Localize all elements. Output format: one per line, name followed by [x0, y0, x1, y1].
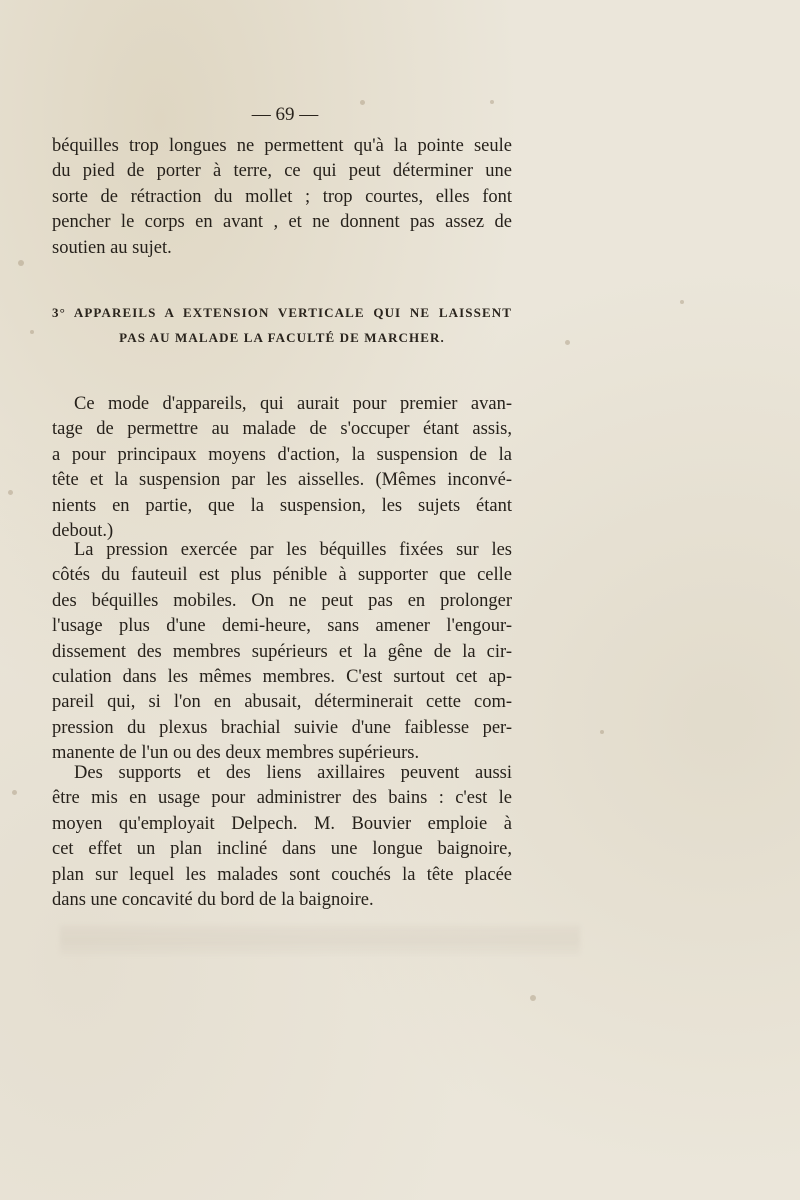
section-heading-line: PAS AU MALADE LA FACULTÉ DE MARCHER.: [119, 330, 445, 345]
text-line: du pied de porter à terre, ce qui peut déterminer une: [52, 161, 512, 182]
text-line: tête et la suspension par les aisselles. (Mêmes inconvé-: [52, 470, 512, 491]
text-line: pencher le corps en avant , et ne donnent pas assez de: [52, 212, 512, 233]
text-line: nients en partie, que la suspension, les sujets étant: [52, 495, 512, 516]
text-line: manente de l'un ou des deux membres supérieurs.: [52, 743, 420, 764]
page-number: — 69 —: [251, 104, 319, 125]
foxing-spot: [565, 340, 570, 345]
text-line: des béquilles mobiles. On ne peut pas en prolonger: [52, 590, 512, 611]
text-line: dans une concavité du bord de la baignoire.: [52, 890, 374, 911]
foxing-spot: [530, 995, 536, 1001]
text-line: tage de permettre au malade de s'occuper étant assis,: [52, 419, 512, 440]
text-line: pareil qui, si l'on en abusait, déterminerait cette com-: [52, 692, 512, 713]
text-line: Des supports et des liens axillaires peuvent aussi: [74, 763, 512, 783]
foxing-spot: [680, 300, 684, 304]
text-line: La pression exercée par les béquilles fixées sur les: [74, 540, 512, 560]
paragraph-supports: [52, 761, 512, 913]
text-line: l'usage plus d'une demi-heure, sans amener l'engour-: [52, 616, 512, 637]
paragraph-continuation: [52, 134, 512, 261]
text-line: soutien au sujet.: [52, 237, 172, 258]
foxing-spot: [30, 330, 34, 334]
text-line: dissement des membres supérieurs et la gêne de la cir-: [52, 641, 512, 662]
section-heading: [52, 305, 512, 346]
text-line: plan sur lequel les malades sont couchés la tête placée: [52, 864, 512, 885]
section-heading-line: 3° APPAREILS A EXTENSION VERTICALE QUI NE LAISSENT: [52, 305, 512, 320]
text-line: Ce mode d'appareils, qui aurait pour premier avan-: [74, 394, 512, 414]
paragraph-appareils: [52, 392, 512, 544]
text-line: pression du plexus brachial suivie d'une faiblesse per-: [52, 717, 512, 738]
text-line: cet effet un plan incliné dans une longue baignoire,: [52, 839, 512, 860]
foxing-spot: [600, 730, 604, 734]
text-line: être mis en usage pour administrer des bains : c'est le: [52, 788, 512, 809]
show-through-shadow: [60, 925, 580, 955]
text-line: sorte de rétraction du mollet ; trop courtes, elles font: [52, 186, 512, 207]
text-line: culation dans les mêmes membres. C'est surtout cet ap-: [52, 667, 512, 688]
text-line: moyen qu'employait Delpech. M. Bouvier emploie à: [52, 813, 512, 834]
text-line: côtés du fauteuil est plus pénible à supporter que celle: [52, 565, 512, 586]
text-line: béquilles trop longues ne permettent qu'à la pointe seule: [52, 136, 512, 156]
foxing-spot: [8, 490, 13, 495]
text-line: debout.): [52, 521, 114, 542]
paragraph-pression: [52, 538, 512, 767]
foxing-spot: [12, 790, 17, 795]
text-line: a pour principaux moyens d'action, la suspension de la: [52, 444, 512, 465]
foxing-spot: [18, 260, 24, 266]
